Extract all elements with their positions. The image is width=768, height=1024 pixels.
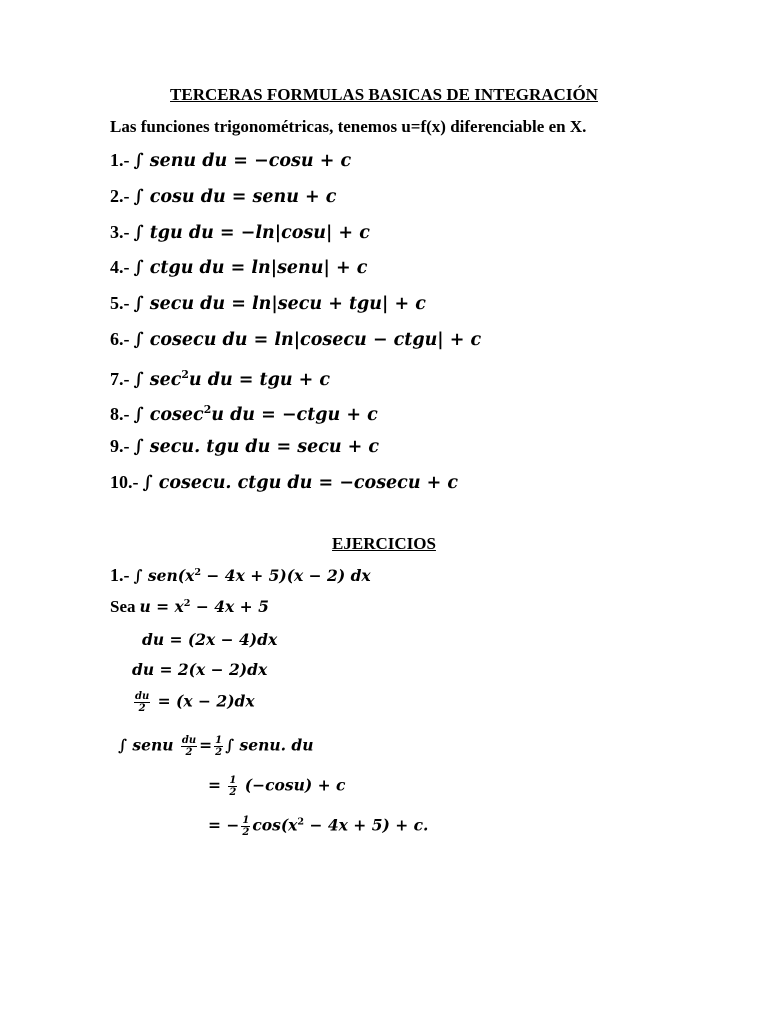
formula-expression: ∫ cosecu. ctgu du = −cosecu + c	[142, 473, 459, 494]
formula-expression: ∫ secu du = ln|secu + tgu| + c	[133, 294, 426, 315]
page-title: TERCERAS FORMULAS BASICAS DE INTEGRACIÓN	[170, 85, 598, 104]
formula-item	[110, 290, 481, 326]
formula-number: 3.-	[110, 221, 130, 242]
derivative-line: du = (2x − 4)dx	[142, 630, 278, 649]
fraction: $\frac{1}{2}$	[215, 735, 223, 758]
formula-list	[110, 147, 481, 505]
formula-number: 2.-	[110, 185, 130, 206]
fraction: $\frac{du}{2}$	[181, 735, 197, 758]
formula-item	[110, 362, 481, 398]
formula-item	[110, 147, 481, 183]
factored-line: du = 2(x − 2)dx	[132, 660, 268, 679]
intro-text: Las funciones trigonométricas, tenemos u=f(x) diferenciable en X.	[110, 117, 587, 136]
formula-item	[110, 219, 481, 255]
formula-item	[110, 433, 481, 469]
formula-expression: ∫ senu du = −cosu + c	[133, 151, 352, 171]
formula-number: 1.-	[110, 150, 130, 170]
formula-number: 6.-	[110, 328, 130, 349]
integral-substitution-line: ∫ senu $\frac{du}{2}$ = $\frac{1}{2}$ ∫ senu. du	[118, 735, 314, 758]
formula-item	[110, 183, 481, 219]
fraction: $\frac{du}{2}$	[135, 691, 150, 714]
half-differential-line: $\frac{du}{2}$ = (x − 2)dx	[135, 691, 255, 714]
formula-expression: ∫ $\sec^2u$ du = tgu + c	[133, 367, 331, 390]
final-answer-line: = − $\frac{1}{2}$ $\cos(x^2 - 4x + 5) + c$.	[208, 815, 429, 838]
integral-result-line: = $\frac{1}{2}$ (−cosu) + c	[208, 775, 346, 798]
formula-number: 5.-	[110, 293, 130, 314]
formula-item	[110, 254, 481, 290]
formula-number: 8.-	[110, 404, 130, 425]
formula-number: 10.-	[110, 472, 139, 493]
formula-item	[110, 469, 481, 505]
fraction: $\frac{1}{2}$	[229, 775, 237, 798]
exercise-number: 1.-	[110, 565, 130, 585]
sea-label: Sea	[110, 597, 136, 616]
formula-number: 7.-	[110, 368, 130, 389]
formula-expression: ∫ cosu du = senu + c	[133, 186, 337, 207]
formula-expression: ∫ cosecu du = ln|cosecu − ctgu| + c	[133, 329, 482, 350]
formula-number: 9.-	[110, 436, 130, 457]
fraction: $\frac{1}{2}$	[242, 815, 250, 838]
formula-expression: ∫ cosec$^2$u du = −ctgu + c	[133, 403, 378, 426]
formula-item	[110, 398, 481, 434]
formula-expression: ∫ ctgu du = ln|senu| + c	[133, 258, 368, 279]
exercises-heading: EJERCICIOS	[332, 534, 436, 553]
exercise-statement: 1.- ∫ $sen(x^2 - 4x + 5)(x - 2)$ dx	[110, 565, 371, 585]
formula-number: 4.-	[110, 257, 130, 278]
formula-expression: ∫ tgu du = −ln|cosu| + c	[133, 222, 370, 243]
substitution-line: Sea $u = x^2 - 4x + 5$	[110, 597, 269, 616]
formula-item	[110, 326, 481, 362]
formula-expression: ∫ secu. tgu du = secu + c	[133, 437, 380, 458]
